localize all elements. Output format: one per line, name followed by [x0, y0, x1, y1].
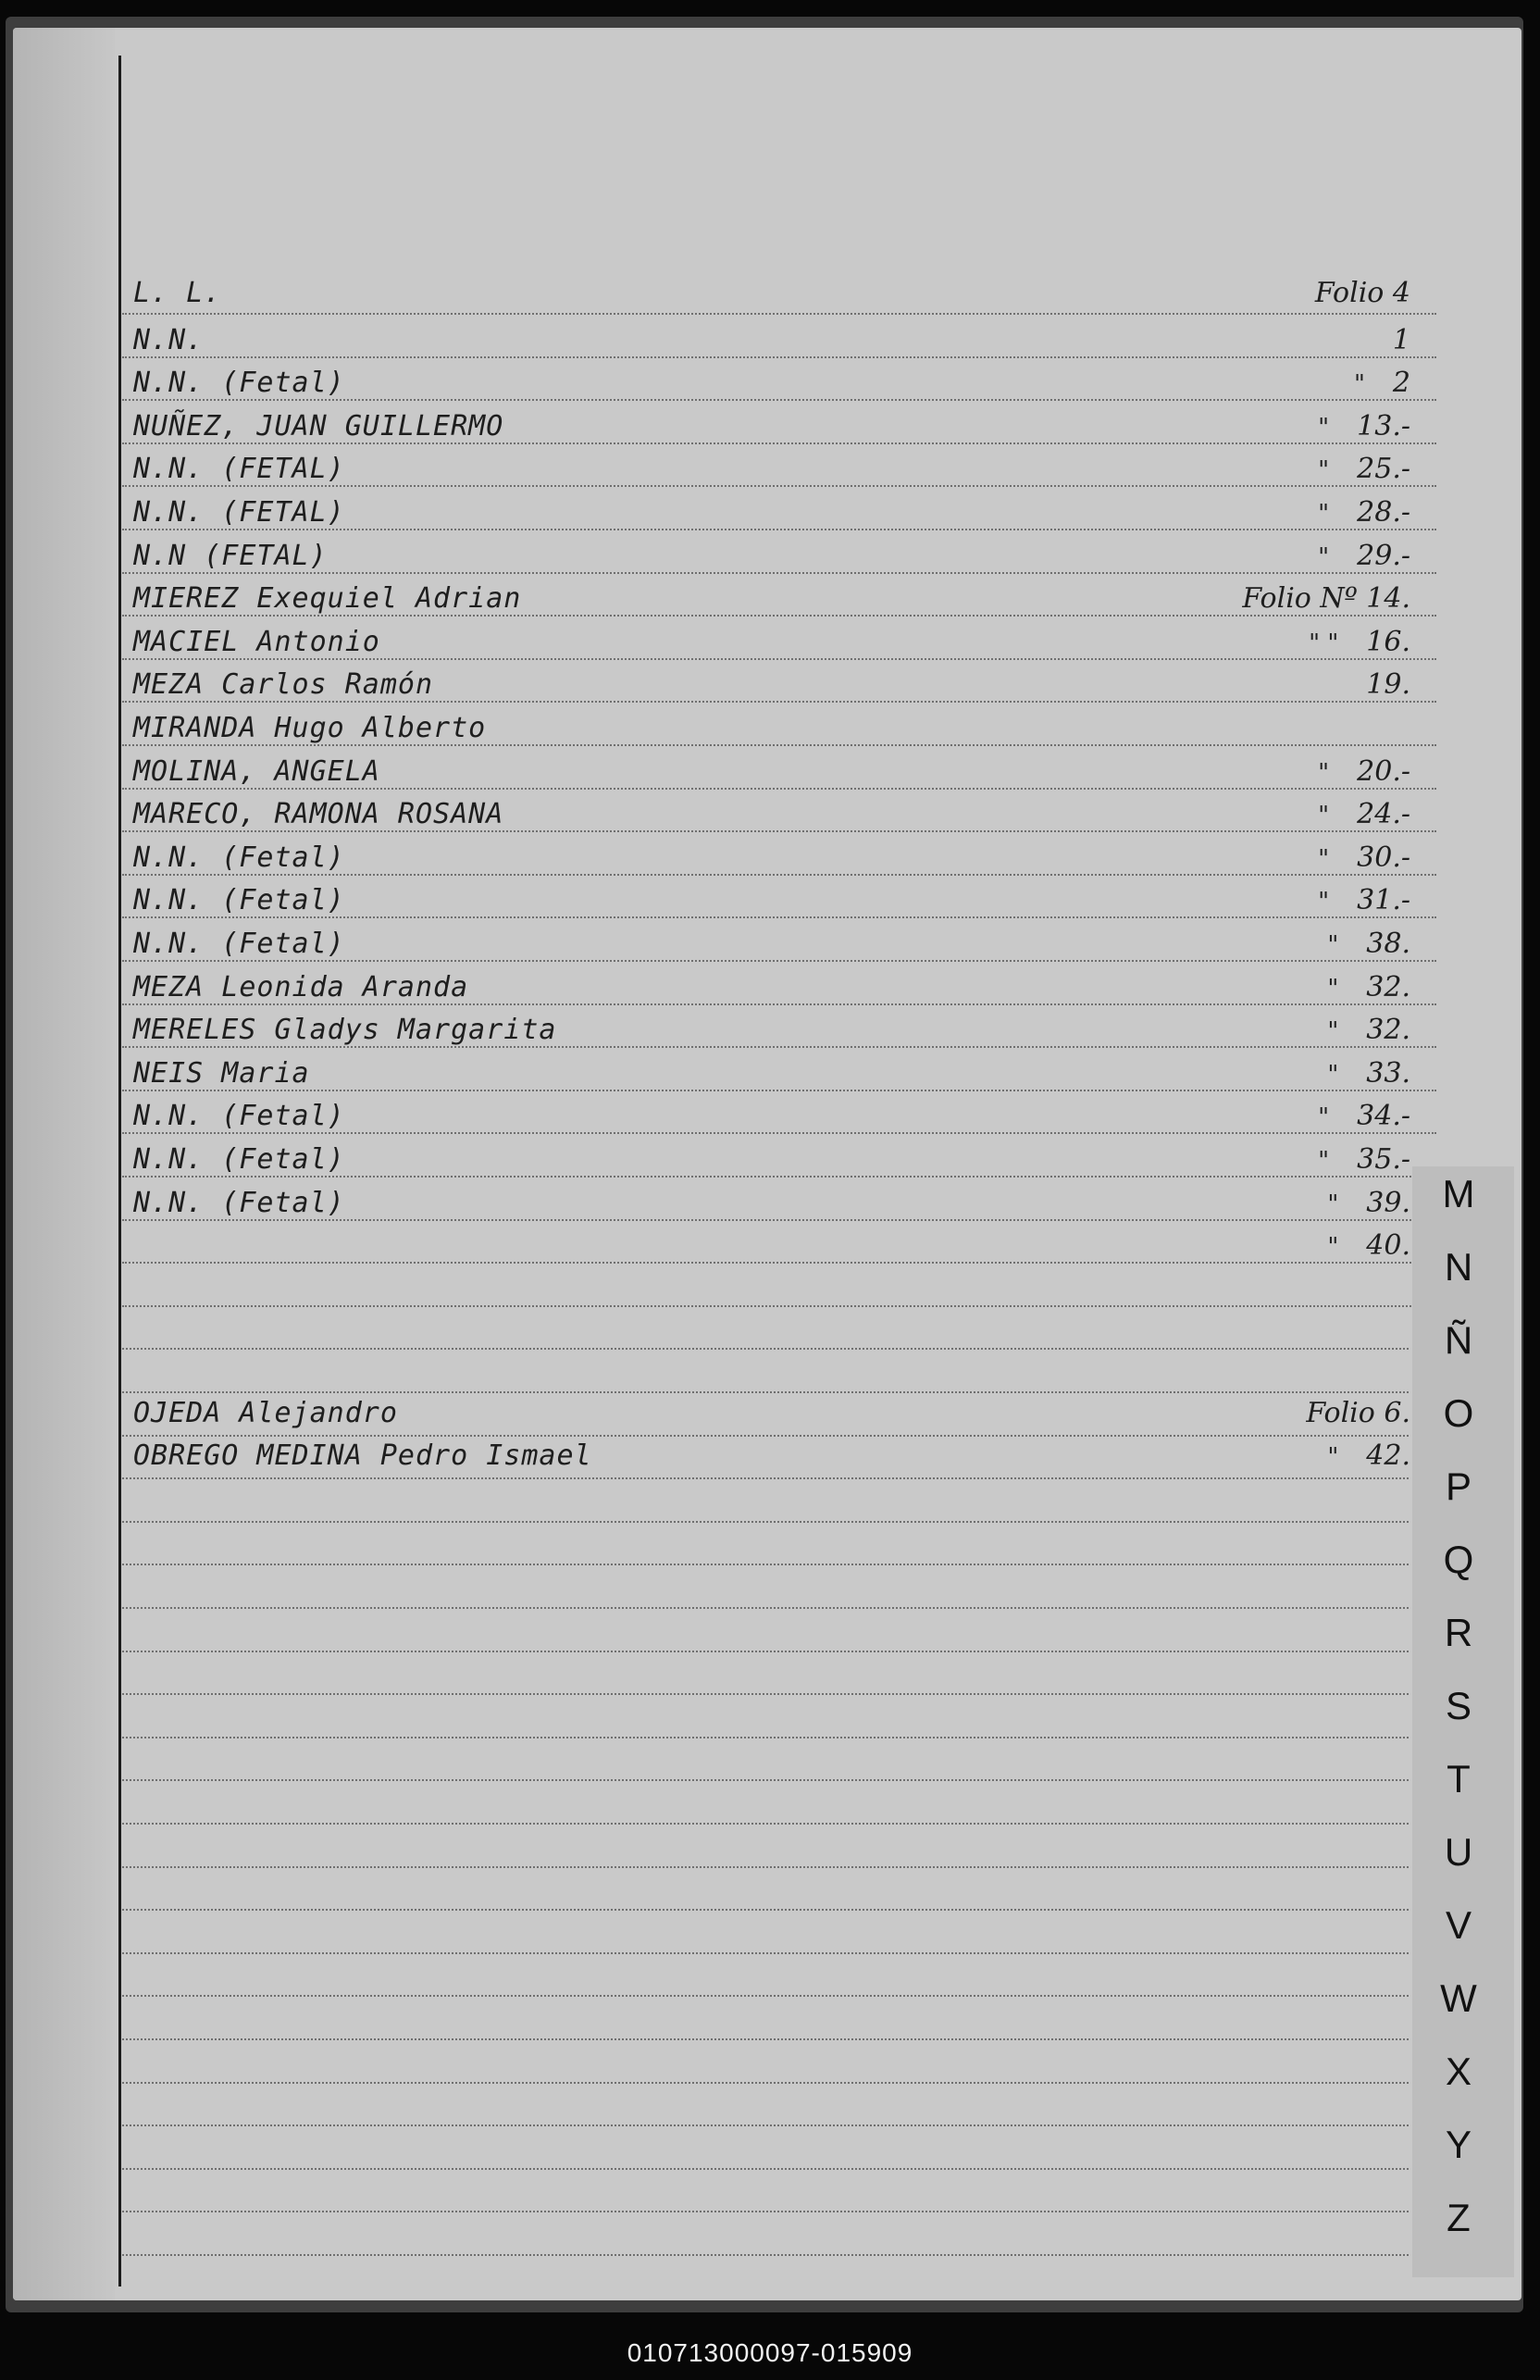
folio-number: 32. [1366, 1014, 1410, 1047]
scan-id: 010713000097-015909 [627, 2338, 913, 2367]
index-tab-0[interactable]: M [1442, 1172, 1475, 1215]
list-item [133, 492, 1410, 530]
ledger-page [13, 28, 1521, 2300]
index-tab-8[interactable]: T [1447, 1757, 1471, 1801]
list-item [133, 1009, 1410, 1048]
ditto-mark: " [1318, 413, 1330, 442]
index-tab-1[interactable]: N [1444, 1245, 1473, 1289]
entry-name: N.N. (Fetal) [133, 1100, 345, 1133]
list-item [133, 707, 1410, 746]
alphabet-index-tabs [1412, 1166, 1514, 2277]
index-tab-11[interactable]: W [1440, 1976, 1477, 2020]
folio-number: 35.- [1357, 1143, 1410, 1176]
folio-number: 16. [1366, 625, 1410, 658]
list-item [133, 362, 1410, 401]
list-item [133, 751, 1410, 790]
ruled-line [122, 2038, 1409, 2040]
ruled-line [122, 1477, 1409, 1479]
folio-number: 1 [1392, 323, 1410, 356]
folio-number: 19. [1366, 668, 1410, 702]
ditto-mark: " [1327, 1017, 1339, 1046]
index-tab-4[interactable]: P [1445, 1464, 1472, 1508]
list-item [133, 1225, 1410, 1264]
header-folio: Folio 4 [1314, 277, 1410, 309]
entry-folio [1198, 540, 1410, 572]
list-item [133, 1139, 1410, 1178]
index-tab-10[interactable]: V [1445, 1903, 1472, 1947]
ruled-line [122, 1348, 1409, 1350]
index-tab-14[interactable]: Z [1447, 2196, 1471, 2239]
entry-name: N.N. (Fetal) [133, 928, 345, 960]
index-tab-5[interactable]: Q [1443, 1538, 1474, 1581]
entry-folio [1198, 324, 1410, 356]
ruled-line [122, 1823, 1409, 1825]
entry-folio [1198, 1100, 1410, 1132]
folio-number: 29.- [1357, 539, 1410, 572]
ruled-line [122, 1866, 1409, 1868]
ditto-mark: " " [1309, 629, 1339, 657]
ruled-line [122, 1693, 1409, 1695]
folio-number: 38. [1366, 928, 1410, 960]
folio-number: 31.- [1357, 884, 1410, 917]
entry-folio [1198, 582, 1410, 615]
list-item [133, 621, 1410, 660]
ruled-line [122, 313, 1436, 315]
entry-name: N.N. [133, 323, 205, 356]
entry-folio [1198, 884, 1410, 916]
folio-number: 40. [1366, 1229, 1410, 1263]
entry-folio [1198, 971, 1410, 1003]
ruled-line [122, 2211, 1409, 2212]
list-item [133, 879, 1410, 918]
index-tab-3[interactable]: O [1443, 1391, 1474, 1435]
folio-number: 13.- [1357, 409, 1410, 442]
header-mark: L. L. [133, 277, 222, 309]
list-item [133, 578, 1410, 617]
folio-number: Folio 6. [1306, 1396, 1410, 1429]
list-item [133, 448, 1410, 487]
margin-line [118, 56, 121, 2287]
entry-name: OBREGO MEDINA Pedro Ismael [133, 1439, 592, 1473]
ruled-line [122, 1779, 1409, 1781]
list-item [133, 1392, 1410, 1431]
list-item [133, 535, 1410, 574]
entry-folio [1198, 1014, 1410, 1046]
ruled-line [122, 2168, 1409, 2170]
entry-folio [1198, 928, 1410, 960]
ditto-mark: " [1327, 1060, 1339, 1089]
folio-number: 34.- [1357, 1100, 1410, 1133]
list-item [133, 319, 1410, 358]
folio-number: 2 [1392, 367, 1410, 400]
ditto-mark: " [1327, 931, 1339, 959]
entry-folio [1198, 755, 1410, 788]
ditto-mark: " [1318, 500, 1330, 528]
ruled-line [122, 1521, 1409, 1523]
list-item [133, 793, 1410, 832]
ditto-mark: " [1353, 370, 1365, 399]
folio-number: 42. [1366, 1439, 1410, 1473]
entry-folio [1198, 453, 1410, 485]
entry-name: MEZA Carlos Ramón [133, 668, 434, 702]
ditto-mark: " [1318, 1147, 1330, 1175]
entry-name: N.N. (Fetal) [133, 884, 345, 917]
index-tab-12[interactable]: X [1445, 2050, 1472, 2093]
entry-folio [1198, 410, 1410, 442]
folio-number: 33. [1366, 1056, 1410, 1090]
ruled-line [122, 2082, 1409, 2084]
header-row [133, 272, 1410, 311]
list-item [133, 1053, 1410, 1091]
entry-name: NUÑEZ, JUAN GUILLERMO [133, 409, 504, 442]
ditto-mark: " [1318, 1103, 1330, 1132]
entry-name: N.N. (Fetal) [133, 1186, 345, 1219]
folio-number: 25.- [1357, 453, 1410, 486]
ditto-mark: " [1318, 844, 1330, 873]
ruled-line [122, 1737, 1409, 1738]
folio-number: 32. [1366, 970, 1410, 1003]
index-tab-13[interactable]: Y [1445, 2123, 1472, 2166]
ruled-line [122, 1909, 1409, 1911]
entry-name: MEZA Leonida Aranda [133, 970, 469, 1003]
folio-number: 28.- [1357, 496, 1410, 529]
entry-folio [1198, 668, 1410, 701]
entry-name: MACIEL Antonio [133, 625, 380, 658]
entry-folio [1198, 1229, 1410, 1262]
index-tab-7[interactable]: S [1445, 1684, 1472, 1727]
list-item [133, 966, 1410, 1005]
folio-number: Folio Nº 14. [1242, 582, 1410, 616]
entry-name: N.N (FETAL) [133, 539, 328, 572]
ruled-line [122, 1564, 1409, 1565]
entry-folio [1198, 496, 1410, 529]
ditto-mark: " [1327, 1190, 1339, 1218]
ditto-mark: " [1327, 1233, 1339, 1262]
ruled-line [122, 2254, 1409, 2256]
entry-folio [1198, 1397, 1410, 1429]
ruled-line [122, 1607, 1409, 1609]
entry-name: MARECO, RAMONA ROSANA [133, 798, 504, 831]
ditto-mark: " [1318, 758, 1330, 787]
entry-folio [1198, 1187, 1410, 1219]
folio-number: 20.- [1357, 754, 1410, 788]
ditto-mark: " [1318, 456, 1330, 485]
entry-name: NEIS Maria [133, 1056, 310, 1090]
index-tab-2[interactable]: Ñ [1444, 1318, 1473, 1362]
ditto-mark: " [1327, 1443, 1339, 1472]
list-item [133, 1182, 1410, 1221]
ditto-mark: " [1327, 974, 1339, 1003]
entry-name: OJEDA Alejandro [133, 1396, 398, 1429]
ruled-line [122, 2125, 1409, 2126]
entry-name: MIRANDA Hugo Alberto [133, 712, 487, 744]
entry-folio [1198, 798, 1410, 830]
list-item [133, 664, 1410, 703]
entry-folio [1198, 367, 1410, 399]
index-tab-6[interactable]: R [1444, 1611, 1473, 1654]
ditto-mark: " [1318, 888, 1330, 916]
list-item [133, 1095, 1410, 1134]
entry-folio [1198, 841, 1410, 874]
entry-folio [1198, 1057, 1410, 1090]
list-item [133, 837, 1410, 876]
index-tab-9[interactable]: U [1444, 1830, 1473, 1874]
ruled-line [122, 1995, 1409, 1997]
list-item [133, 405, 1410, 444]
ruled-line [122, 1651, 1409, 1652]
entry-name: MIEREZ Exequiel Adrian [133, 582, 522, 616]
entry-folio [1198, 1439, 1410, 1472]
entry-folio [1198, 626, 1410, 658]
list-item [133, 1435, 1410, 1474]
entry-name: N.N. (Fetal) [133, 1143, 345, 1176]
entry-name: MOLINA, ANGELA [133, 754, 380, 788]
folio-number: 39. [1366, 1186, 1410, 1219]
entry-name: N.N. (FETAL) [133, 453, 345, 486]
folio-number: 24.- [1357, 798, 1410, 831]
list-item [133, 923, 1410, 962]
ruled-line [122, 1305, 1436, 1307]
entry-name: MERELES Gladys Margarita [133, 1014, 557, 1047]
entry-folio [1198, 1143, 1410, 1176]
entry-name: N.N. (Fetal) [133, 841, 345, 874]
ruled-line [122, 1952, 1409, 1954]
entry-name: N.N. (Fetal) [133, 367, 345, 400]
ditto-mark: " [1318, 802, 1330, 830]
folio-number: 30.- [1357, 841, 1410, 874]
ditto-mark: " [1318, 542, 1330, 571]
entry-name: N.N. (FETAL) [133, 496, 345, 529]
